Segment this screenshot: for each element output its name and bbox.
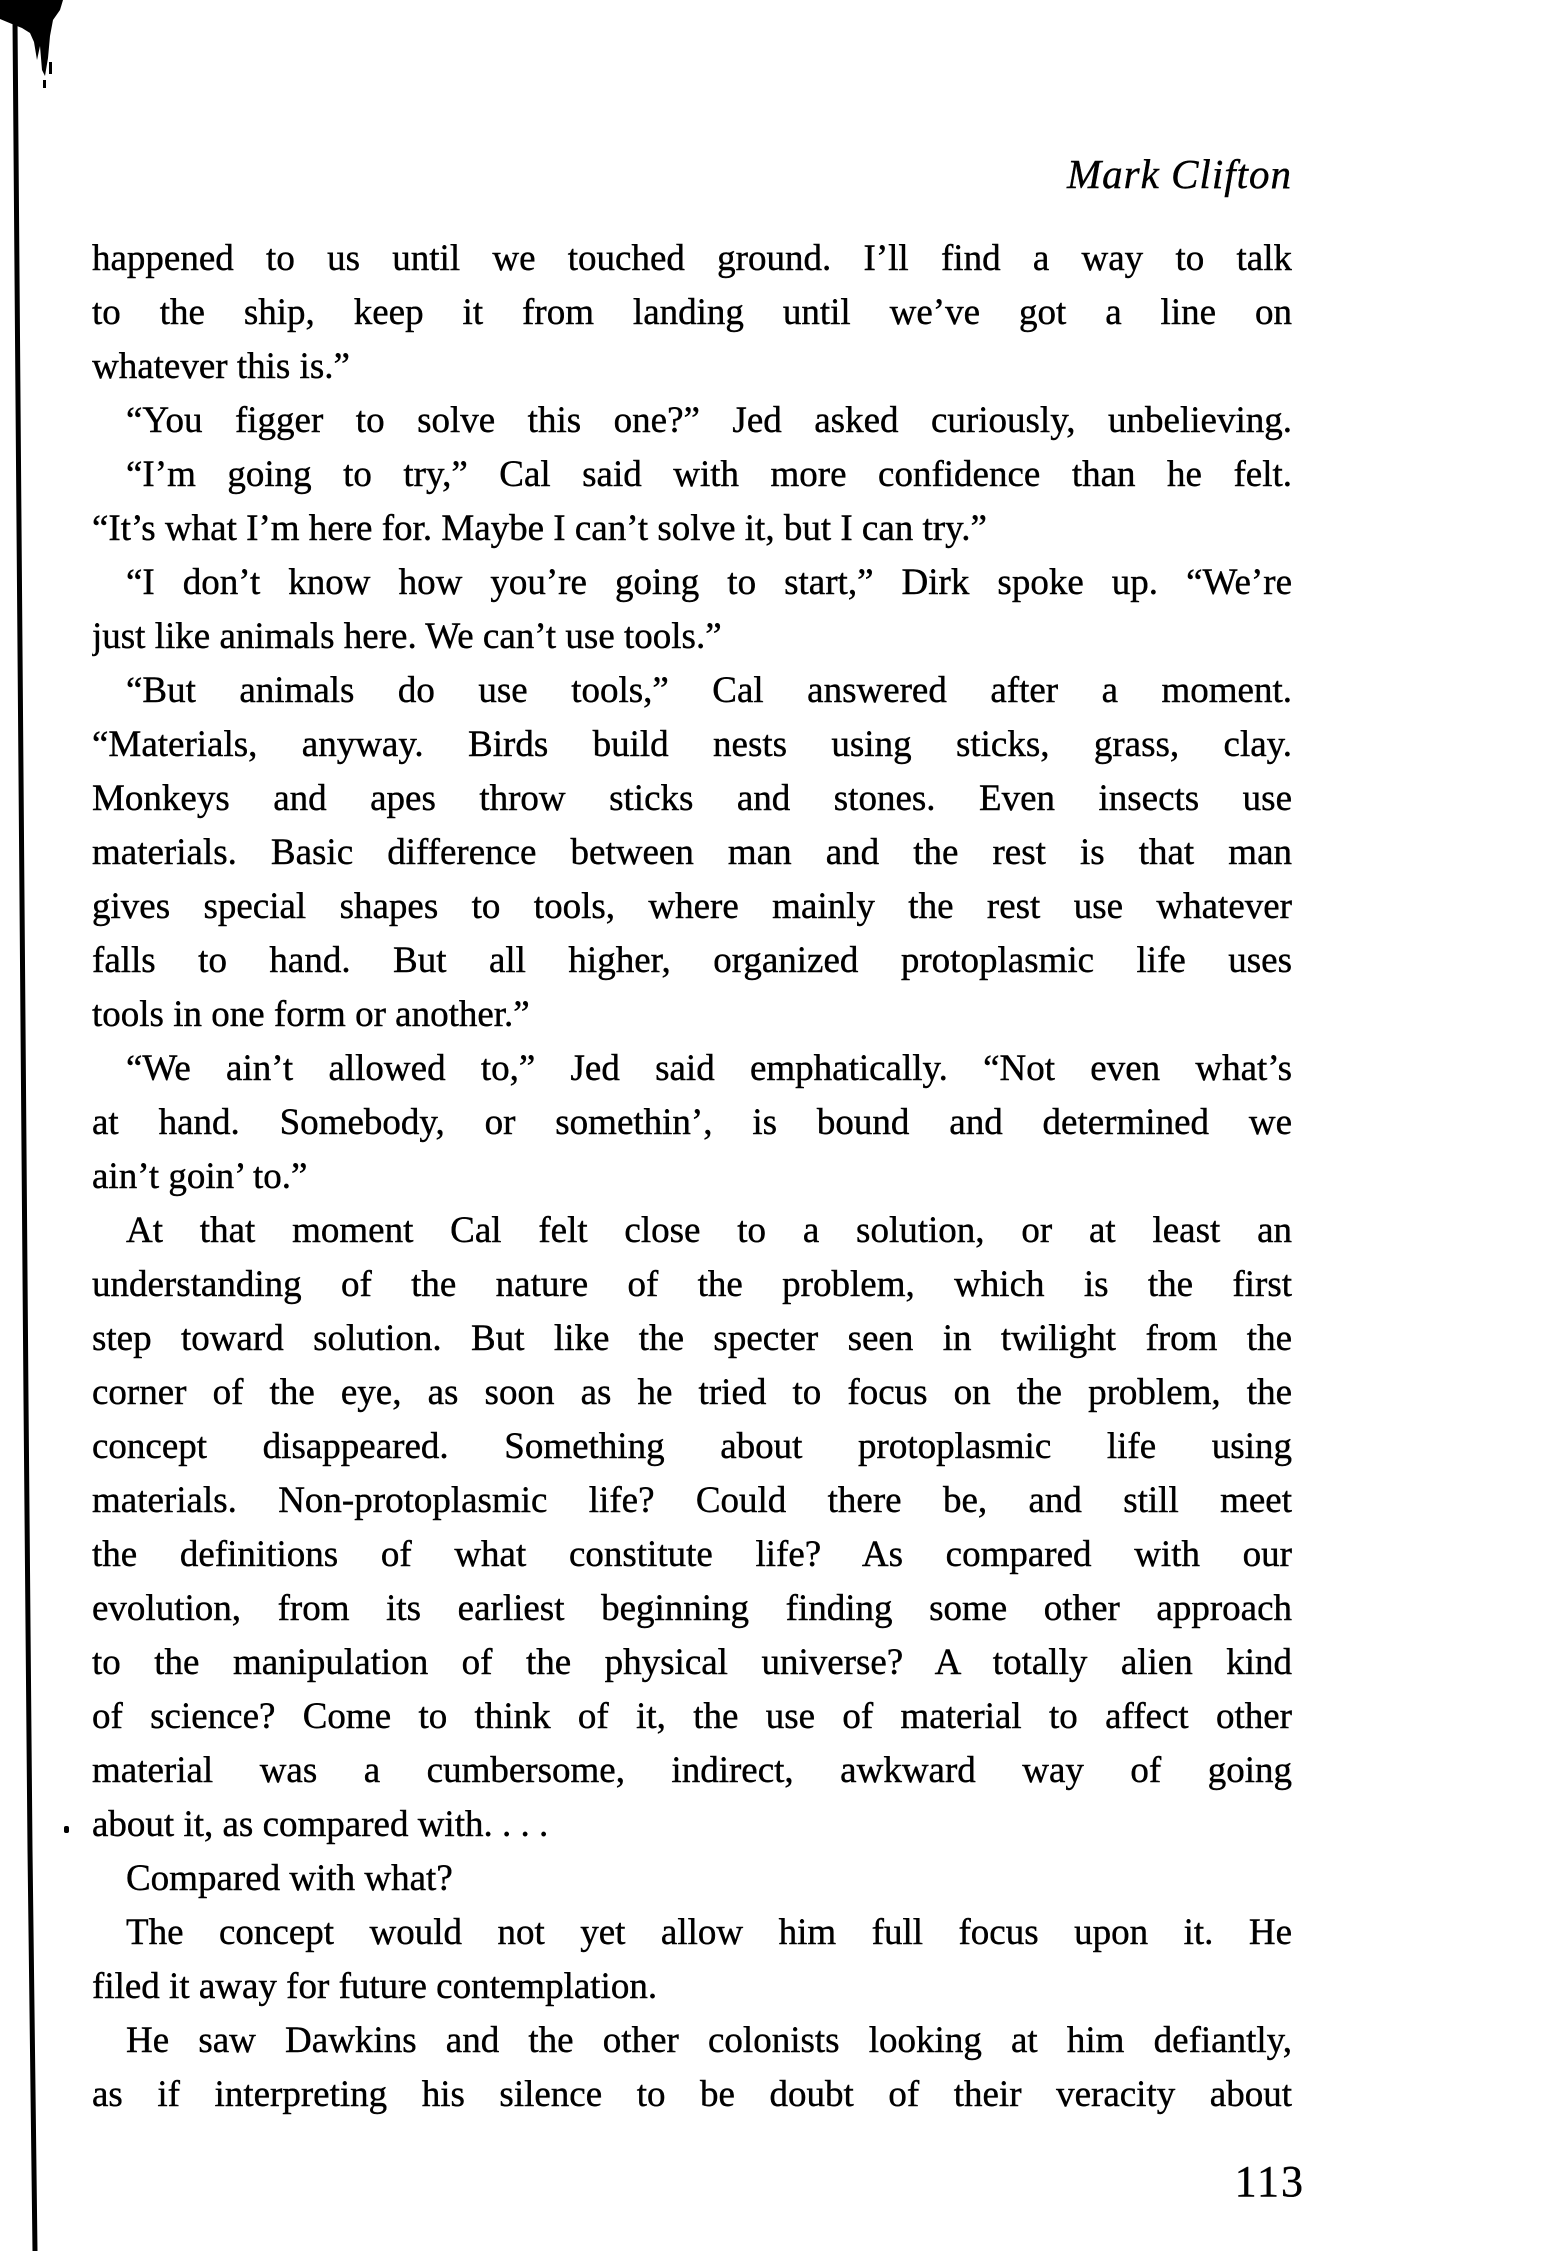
text-line: At that moment Cal felt close to a solution, or at least an <box>126 1210 1292 1251</box>
text-line: “I’m going to try,” Cal said with more confidence than he felt. <box>126 454 1292 495</box>
text-line: understanding of the nature of the problem, which is the first <box>92 1264 1292 1305</box>
scan-speck <box>64 1826 69 1833</box>
text-line: materials. Non-protoplasmic life? Could there be, and still meet <box>92 1480 1292 1521</box>
text-line: gives special shapes to tools, where mainly the rest use whatever <box>92 886 1292 927</box>
text-line: about it, as compared with. . . . <box>92 1804 549 1845</box>
text-line: filed it away for future contemplation. <box>92 1966 658 2007</box>
text-line: at hand. Somebody, or somethin’, is bound and determined we <box>92 1102 1292 1143</box>
text-line: “Materials, anyway. Birds build nests using sticks, grass, clay. <box>92 724 1292 765</box>
text-line: He saw Dawkins and the other colonists looking at him defiantly, <box>126 2020 1292 2061</box>
text-line: just like animals here. We can’t use tools.” <box>92 616 722 657</box>
text-line: Compared with what? <box>126 1858 453 1899</box>
text-line: evolution, from its earliest beginning finding some other approach <box>92 1588 1292 1629</box>
text-line: materials. Basic difference between man and the rest is that man <box>92 832 1292 873</box>
text-line: ain’t goin’ to.” <box>92 1156 308 1197</box>
ink-blot-streak <box>43 80 46 88</box>
author-name: Mark Clifton <box>1067 151 1292 197</box>
text-line: “It’s what I’m here for. Maybe I can’t solve it, but I can try.” <box>92 508 987 549</box>
text-line: Monkeys and apes throw sticks and stones. Even insects use <box>92 778 1292 819</box>
text-line: The concept would not yet allow him full focus upon it. He <box>126 1912 1292 1953</box>
book-spine-line <box>15 20 35 2251</box>
text-line: the definitions of what constitute life? As compared with our <box>92 1534 1292 1575</box>
text-line: “We ain’t allowed to,” Jed said emphatically. “Not even what’s <box>126 1048 1292 1089</box>
running-header <box>92 150 1292 198</box>
text-line: concept disappeared. Something about protoplasmic life using <box>92 1426 1292 1467</box>
page-number: 113 <box>1234 2157 1305 2206</box>
page-text <box>92 232 1292 2122</box>
text-line: to the ship, keep it from landing until we’ve got a line on <box>92 292 1292 333</box>
text-line: as if interpreting his silence to be doubt of their veracity about <box>92 2074 1292 2115</box>
ink-blot <box>0 0 63 76</box>
ink-blot-streak <box>49 62 52 74</box>
text-line: corner of the eye, as soon as he tried to focus on the problem, the <box>92 1372 1292 1413</box>
text-line: whatever this is.” <box>92 346 350 387</box>
text-line: happened to us until we touched ground. I’ll find a way to talk <box>92 238 1292 279</box>
text-line: “But animals do use tools,” Cal answered after a moment. <box>126 670 1292 711</box>
text-line: “I don’t know how you’re going to start,” Dirk spoke up. “We’re <box>126 562 1292 603</box>
text-line: “You figger to solve this one?” Jed asked curiously, unbelieving. <box>126 400 1292 441</box>
text-line: falls to hand. But all higher, organized protoplasmic life uses <box>92 940 1292 981</box>
text-line: to the manipulation of the physical universe? A totally alien kind <box>92 1642 1292 1683</box>
text-line: material was a cumbersome, indirect, awkward way of going <box>92 1750 1292 1791</box>
text-line: of science? Come to think of it, the use of material to affect other <box>92 1696 1292 1737</box>
text-line: tools in one form or another.” <box>92 994 530 1035</box>
text-line: step toward solution. But like the specter seen in twilight from the <box>92 1318 1292 1359</box>
